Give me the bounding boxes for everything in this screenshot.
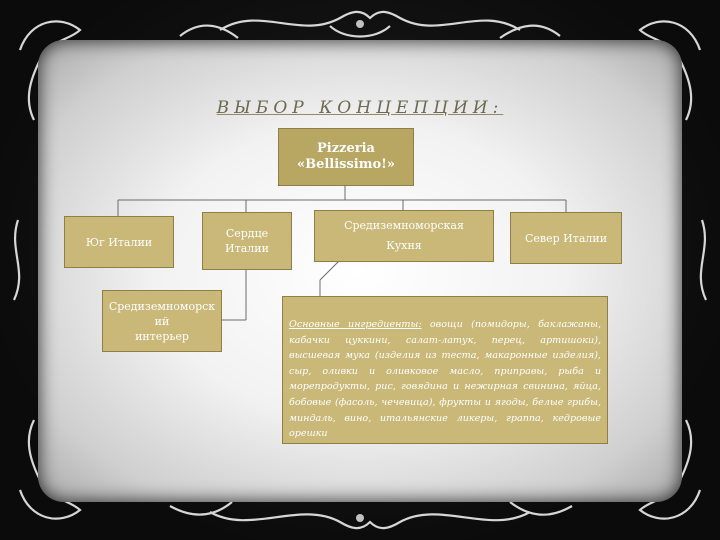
node-mediterranean-interior	[102, 290, 222, 352]
node-line-2: ий	[154, 314, 170, 328]
node-line-1: Сердце	[225, 227, 269, 240]
root-line-2: «Bellissimo!»	[296, 157, 396, 172]
node-line-1: Средиземноморская	[344, 219, 464, 232]
ingredients-body: овощи (помидоры, баклажаны, кабачки цуккини, салат-латук, перец, артишоки), высшевая мука (изделия из теста, макаронные изделия), сыр, оливки и оливковое масло, приправы, рыба и морепродукты, рис, говядина и нежирная свинина, яйца, бобовые (фасоль, чечевица), фрукты и ягоды, белые грибы, миндаль, вино, итальянские ликеры, граппа, кедровые орешки	[289, 319, 602, 440]
node-south-italy	[64, 216, 174, 268]
node-line-2: Кухня	[386, 239, 422, 252]
root-node-pizzeria	[278, 128, 414, 186]
ingredients-text-box	[282, 296, 608, 444]
node-line-2: Италии	[225, 242, 269, 255]
node-line-3: интерьер	[135, 329, 189, 343]
node-heart-of-italy	[202, 212, 292, 270]
node-label: Север Италии	[524, 231, 608, 245]
node-north-italy	[510, 212, 622, 264]
slide-title: ВЫБОР КОНЦЕПЦИИ:	[216, 98, 504, 118]
node-mediterranean-cuisine	[314, 210, 494, 262]
node-line-1: Средиземноморск	[108, 299, 216, 313]
node-label: Юг Италии	[85, 235, 153, 249]
root-line-1: Pizzeria	[317, 141, 375, 156]
ingredients-lead: Основные ингредиенты:	[289, 319, 422, 330]
